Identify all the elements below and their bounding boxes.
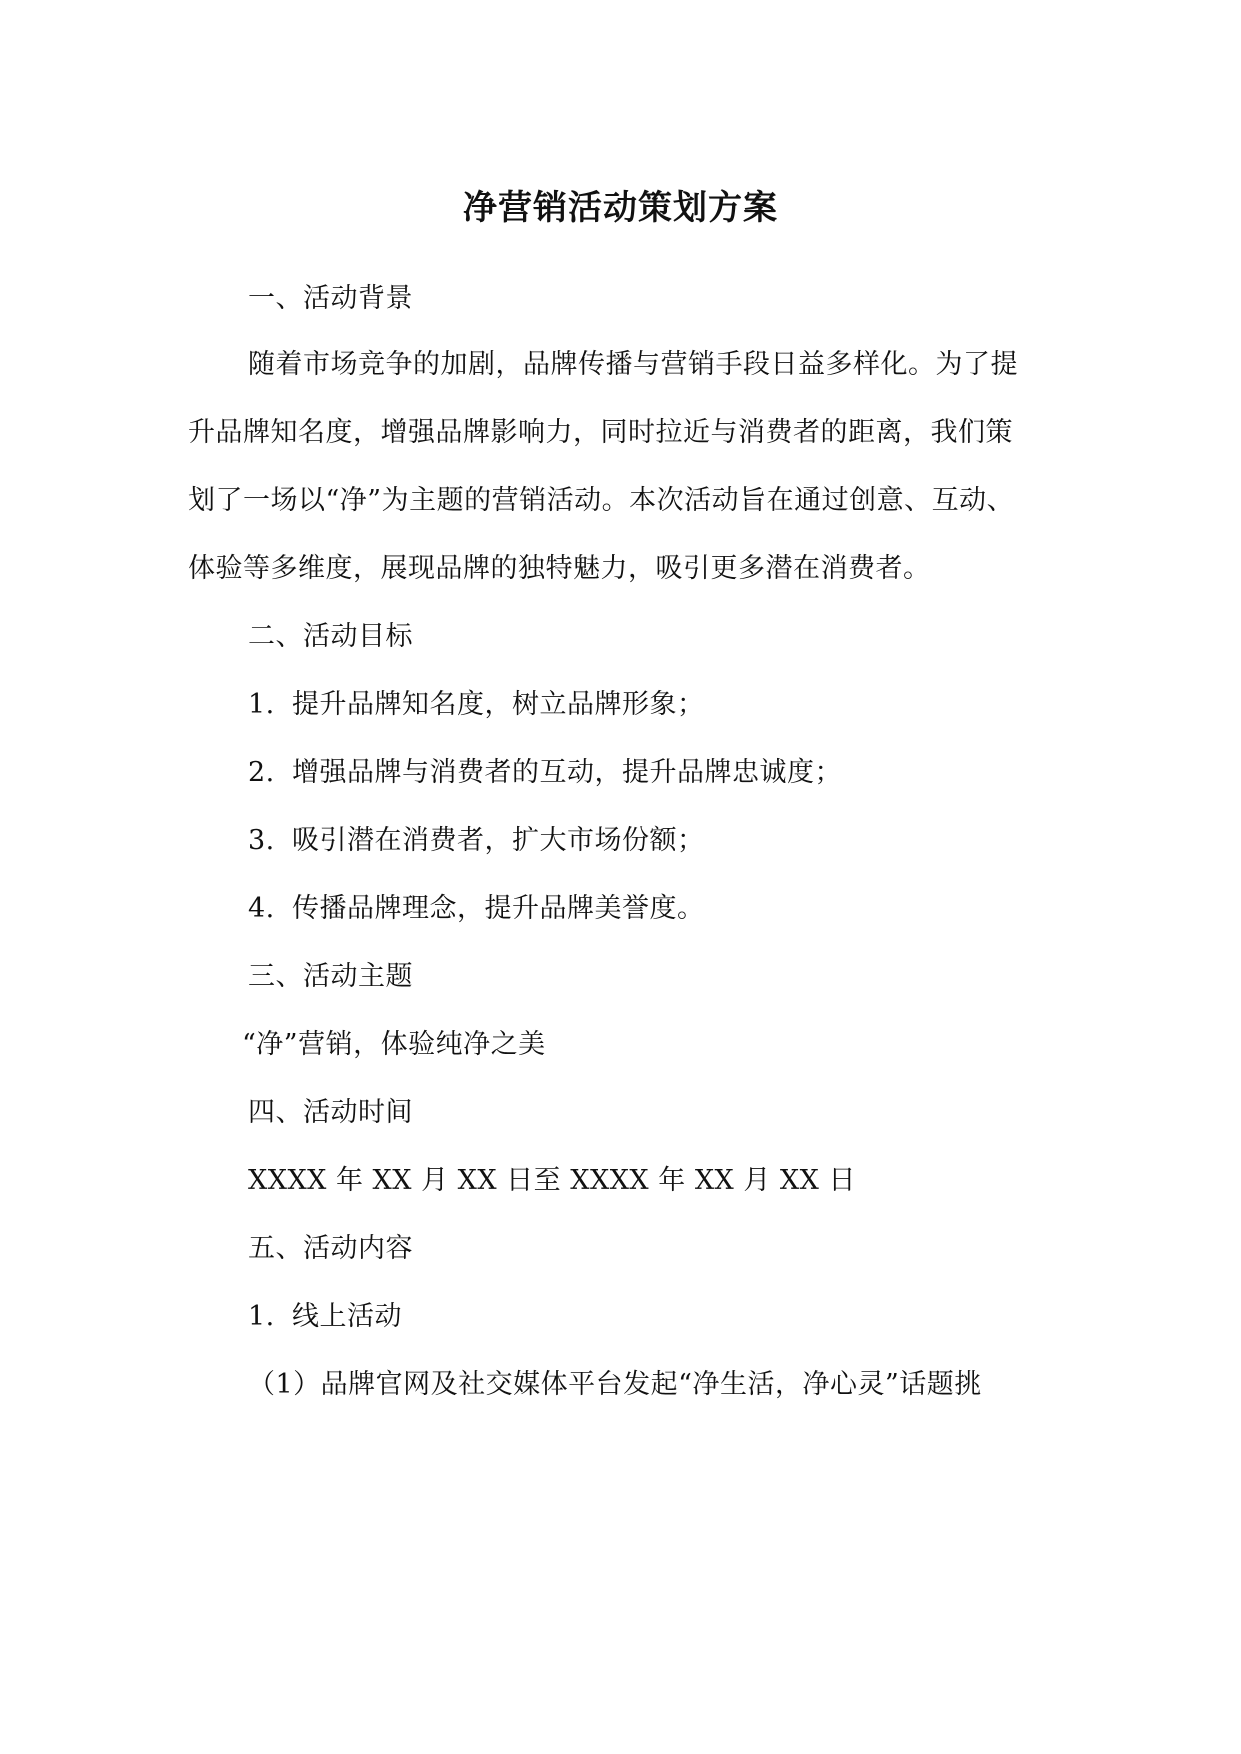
sub-item-line: （1）品牌官网及社交媒体平台发起“净生活，净心灵”话题挑 [248, 1369, 982, 1400]
list-item [248, 753, 842, 793]
paragraph-line: 体验等多维度，展现品牌的独特魅力，吸引更多潜在消费者。 [188, 553, 931, 584]
list-item-number: 3. [248, 825, 275, 856]
list-item-number: 1. [248, 1301, 275, 1332]
section-heading-goals: 二、活动目标 [248, 621, 413, 652]
paragraph-line: 划了一场以“净”为主题的营销活动。本次活动旨在通过创意、互动、 [188, 485, 1015, 516]
list-item [248, 685, 705, 725]
list-item-number: 1. [248, 689, 275, 720]
list-item [248, 889, 705, 929]
section-heading-background: 一、活动背景 [248, 283, 413, 314]
section-heading-content: 五、活动内容 [248, 1233, 413, 1264]
list-item-text: 增强品牌与消费者的互动，提升品牌忠诚度； [292, 757, 842, 788]
theme-text: “净”营销，体验纯净之美 [242, 1029, 546, 1060]
list-item-number: 4. [248, 893, 275, 924]
list-item-text: 传播品牌理念，提升品牌美誉度。 [292, 893, 705, 924]
list-item-text: 提升品牌知名度，树立品牌形象； [292, 689, 705, 720]
list-item-text: 线上活动 [292, 1301, 402, 1332]
list-item-number: 2. [248, 757, 275, 788]
list-item-text: 吸引潜在消费者，扩大市场份额； [292, 825, 705, 856]
paragraph-line: 升品牌知名度，增强品牌影响力，同时拉近与消费者的距离，我们策 [188, 417, 1013, 448]
activity-date-range: XXXX 年 XX 月 XX 日至 XXXX 年 XX 月 XX 日 [248, 1165, 856, 1196]
paragraph-line: 随着市场竞争的加剧，品牌传播与营销手段日益多样化。为了提 [248, 349, 1018, 380]
section-heading-theme: 三、活动主题 [248, 961, 413, 992]
list-item [248, 821, 705, 861]
list-item [248, 1297, 402, 1337]
document-title: 净营销活动策划方案 [463, 188, 778, 228]
section-heading-time: 四、活动时间 [248, 1097, 413, 1128]
